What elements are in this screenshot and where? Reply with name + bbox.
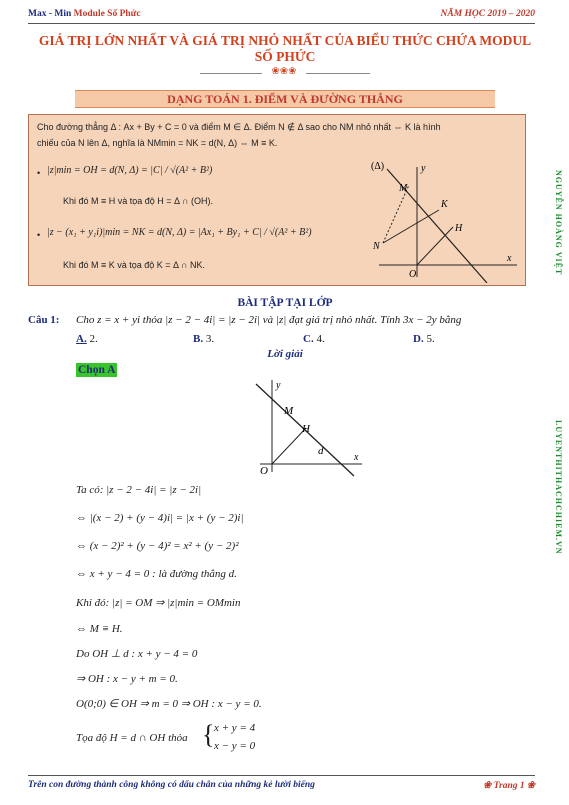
bullet-1-dot: • [37,168,41,178]
option-b-value: 3. [203,333,215,345]
fig2-label-d: d [318,445,324,457]
fig2-label-M: M [284,405,294,417]
solution-line-10: Tọa độ H = d ∩ OH thỏa [76,732,188,744]
solution-line-9: O(0;0) ∈ OH ⇒ m = 0 ⇒ OH : x − y = 0. [76,698,262,710]
fig2-label-H: H [302,423,310,435]
option-b [193,333,214,345]
header-year: NĂM HỌC 2019 – 2020 [440,9,535,19]
header-left [28,9,141,19]
exercise-heading: BÀI TẬP TẠI LỚP [237,297,333,309]
option-c [303,333,325,345]
footer-quote: Trên con đường thành công không có dấu chân của những kẻ lười biếng [28,780,315,790]
bullet-1-formula: |z|min = OH = d(N, Δ) = |C| / √(A² + B²) [47,165,213,176]
chosen-answer: Chọn A [78,364,116,376]
section-heading: DẠNG TOÁN 1. ĐIỂM VÀ ĐƯỜNG THẲNG [75,90,495,108]
side-website: LUYENTHITHACHCHIEM.VN [554,420,563,555]
bullet-2-formula: |z − (x₁ + y₁i)|min = NK = d(N, Δ) = |Ax₁ + By₁ + C| / √(A² + B²) [47,227,312,238]
option-a-value: 2. [86,333,98,345]
fig2-OH [272,428,306,464]
bullet-2-dot: • [37,230,41,240]
system-brace: { [202,720,215,749]
fig1-label-K: K [441,199,448,210]
fig1-label-O: O [409,269,417,280]
question-number: Câu 1: [28,314,60,326]
solution-line-7: Do OH ⊥ d : x + y − 4 = 0 [76,648,198,660]
option-a-letter: A. [76,333,87,345]
fig1-label-delta: (Δ) [371,161,385,172]
footer-divider [28,775,535,776]
fig2-label-y: y [276,380,281,391]
option-b-letter: B. [193,333,204,345]
theory-intro-2: chiếu của N lên Δ, nghĩa là NMmin = NK = d(N, Δ) ⇔ M ≡ K. [37,138,278,148]
fig1-NK [383,210,439,243]
solution-line-3: ⇔ (x − 2)² + (y − 4)² = x² + (y − 2)² [76,540,239,552]
solution-line-1: Ta có: |z − 2 − 4i| = |z − 2i| [76,484,202,496]
option-d [413,333,435,345]
solution-heading: Lời giải [267,348,303,360]
question-label [28,314,59,326]
solution-line-2: ⇔ |(x − 2) + (y − 4)i| = |x + (y − 2)i| [76,512,244,524]
header-divider [28,23,535,24]
option-a [76,333,98,345]
option-c-value: 4. [313,333,325,345]
fig2-label-x: x [354,452,359,463]
solution-line-5: Khi đó: |z| = OM ⇒ |z|min = OMmin [76,597,241,609]
fig1-label-H: H [455,223,463,234]
fig1-label-M: M [399,183,408,194]
solution-line-4: ⇔ x + y − 4 = 0 : là đường thẳng d. [76,568,237,580]
option-d-value: 5. [423,333,435,345]
bullet-2-note: Khi đó M ≡ K và tọa độ K = Δ ∩ NK. [63,260,206,270]
header-left-c: Số Phức [107,9,141,19]
system-eq-1: x + y = 4 [214,722,256,734]
fig1-label-y: y [421,163,426,174]
fig2-label-O: O [260,465,268,477]
system-eq-2: x − y = 0 [214,740,256,752]
theory-intro-1: Cho đường thẳng Δ : Ax + By + C = 0 và điểm M ∈ Δ. Điểm N ∉ Δ sao cho NM nhỏ nhất ⇔ K là hình [37,122,441,132]
solution-line-8: ⇒ OH : x − y + m = 0. [76,673,178,685]
question-text: Cho z = x + yi thỏa |z − 2 − 4i| = |z − 2i| và |z| đạt giá trị nhỏ nhất. Tính 3x − 2y bằng [76,314,462,326]
fig1-OH [417,227,453,265]
solution-line-6: ⇔ M ≡ H. [76,623,123,635]
theory-box [28,114,526,286]
fig1-label-x: x [507,253,512,264]
header-left-b: Module [73,9,108,19]
page-number: ❀ Trang 1 ❀ [483,781,535,791]
bullet-1-note: Khi đó M ≡ H và tọa độ H = Δ ∩ (OH). [63,196,214,206]
option-d-letter: D. [413,333,424,345]
side-author: NGUYỄN HOÀNG VIỆT [554,170,563,276]
title-stars: ❀❀❀ [262,66,306,77]
solution-figure [250,372,370,477]
theory-figure [369,155,519,283]
page-title: GIÁ TRỊ LỚN NHẤT VÀ GIÁ TRỊ NHỎ NHẤT CỦA BIỂU THỨC CHỨA MODUL SỐ PHỨC [38,33,532,64]
header-left-a: Max - Min [28,9,74,19]
fig1-label-N: N [373,241,380,252]
option-c-letter: C. [303,333,314,345]
